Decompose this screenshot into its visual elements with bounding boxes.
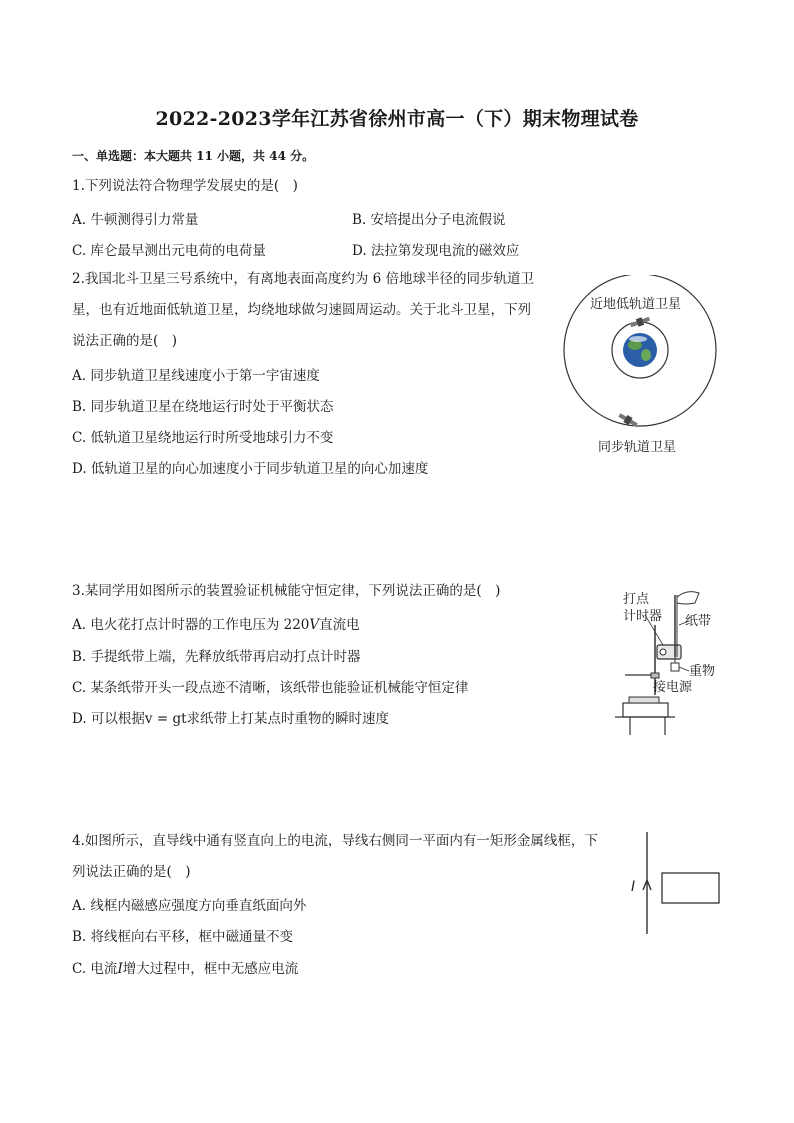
question-4-option-a[interactable]: A. 线框内磁感应强度方向垂直纸面向外	[72, 898, 307, 914]
question-2-stem-line-2: 星，也有近地面低轨道卫星，均绕地球做匀速圆周运动。关于北斗卫星，下列	[72, 302, 531, 318]
clamp	[651, 673, 659, 678]
weight-block	[671, 663, 679, 671]
question-1-option-b[interactable]: B. 安培提出分子电流假说	[352, 212, 506, 228]
section-heading: 一、单选题：本大题共 11 小题，共 44 分。	[72, 149, 315, 163]
base-block	[623, 703, 668, 717]
fig-label-power: 接电源	[653, 680, 693, 695]
question-4-option-b[interactable]: B. 将线框向右平移，框中磁通量不变	[72, 929, 294, 945]
option-c-var: I	[117, 961, 123, 977]
timer-knob	[660, 649, 666, 655]
question-2-option-a[interactable]: A. 同步轨道卫星线速度小于第一宇宙速度	[72, 368, 320, 384]
question-3-option-d[interactable]: D. 可以根据v = gt求纸带上打某点时重物的瞬时速度	[72, 711, 390, 727]
question-3-stem: 3.某同学用如图所示的装置验证机械能守恒定律，下列说法正确的是( )	[72, 583, 501, 599]
question-1-option-a[interactable]: A. 牛顿测得引力常量	[72, 212, 199, 228]
satellite-orbit-figure	[560, 275, 740, 460]
hand-icon	[677, 592, 699, 604]
timer-apparatus-figure	[615, 585, 730, 735]
option-a-text: A. 电火花打点计时器的工作电压为 220	[72, 617, 310, 633]
question-2-stem-line-1: 2.我国北斗卫星三号系统中，有离地表面高度约为 6 倍地球半径的同步轨道卫	[72, 271, 535, 287]
wire-loop-figure	[625, 828, 725, 938]
fig-label-timer-2: 计时器	[623, 609, 663, 624]
fig-label-current: I	[631, 879, 636, 895]
option-a-text-end: 直流电	[319, 617, 360, 633]
question-3-option-a[interactable]	[72, 613, 360, 633]
question-1-option-d[interactable]: D. 法拉第发现电流的磁效应	[352, 243, 520, 259]
question-1-stem: 1.下列说法符合物理学发展史的是( )	[72, 178, 298, 194]
earth-cloud	[629, 336, 647, 342]
rectangular-loop	[662, 873, 719, 903]
fig-label-timer-1: 打点	[623, 592, 650, 607]
question-3-option-b[interactable]: B. 手提纸带上端，先释放纸带再启动打点计时器	[72, 649, 361, 665]
fig-label-tape: 纸带	[685, 614, 712, 629]
option-a-unit: V	[309, 617, 320, 633]
low-satellite-icon	[630, 317, 650, 328]
question-3-option-c[interactable]: C. 某条纸带开头一段点迹不清晰，该纸带也能验证机械能守恒定律	[72, 680, 469, 696]
earth-land-2	[641, 349, 651, 361]
question-4-stem-line-1: 4.如图所示，直导线中通有竖直向上的电流，导线右侧同一平面内有一矩形金属线框，下	[72, 833, 598, 849]
leader-weight	[679, 667, 689, 671]
question-2-stem-line-3: 说法正确的是( )	[72, 333, 178, 349]
question-2-option-d[interactable]: D. 低轨道卫星的向心加速度小于同步轨道卫星的向心加速度	[72, 461, 429, 477]
question-2-option-c[interactable]: C. 低轨道卫星绕地运行时所受地球引力不变	[72, 430, 334, 446]
fig-label-low-orbit: 近地低轨道卫星	[590, 297, 682, 312]
question-2-option-b[interactable]: B. 同步轨道卫星在绕地运行时处于平衡状态	[72, 399, 334, 415]
fig-label-sync-orbit: 同步轨道卫星	[598, 440, 677, 455]
question-1-option-c[interactable]: C. 库仑最早测出元电荷的电荷量	[72, 243, 266, 259]
fig-label-weight: 重物	[689, 664, 716, 679]
question-4-option-c[interactable]	[72, 957, 298, 977]
option-c-text: C. 电流	[72, 961, 118, 977]
question-4-stem-line-2: 列说法正确的是( )	[72, 864, 191, 880]
option-c-text-end: 增大过程中，框中无感应电流	[122, 961, 299, 977]
stand-base	[629, 697, 659, 703]
page-title: 2022-2023学年江苏省徐州市高一（下）期末物理试卷	[155, 108, 639, 130]
